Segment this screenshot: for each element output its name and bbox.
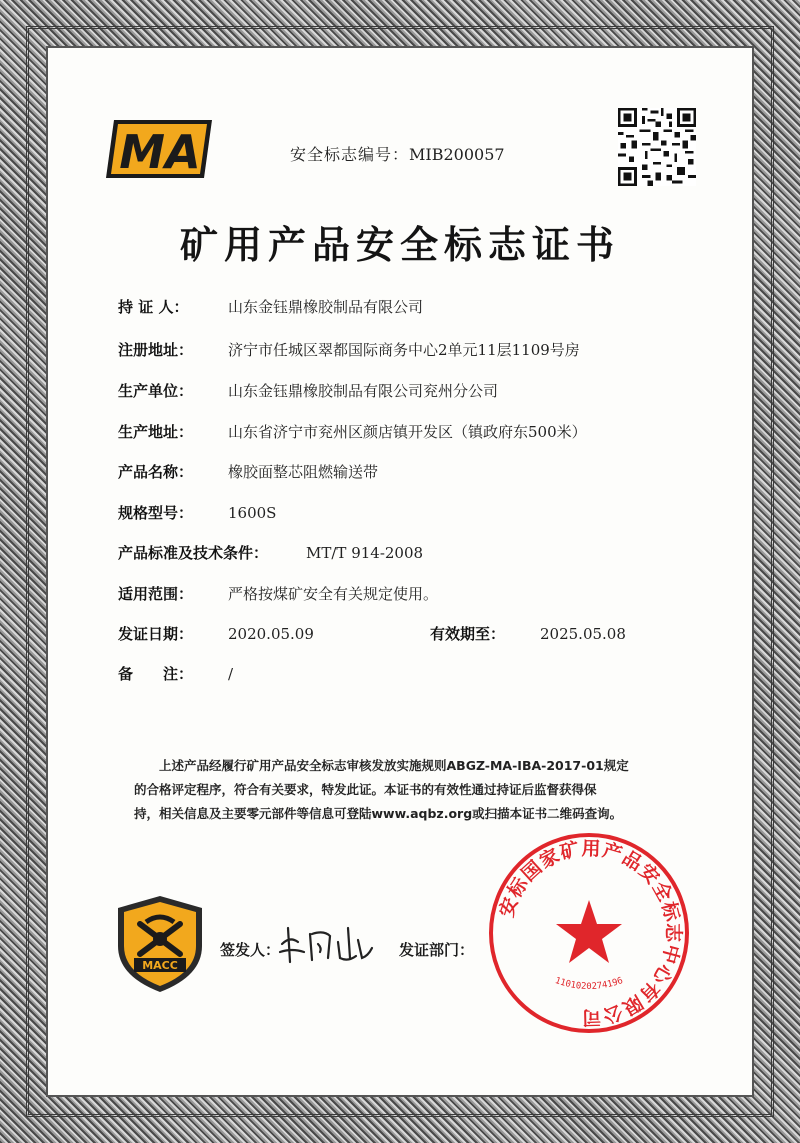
field-issue-date: [118, 623, 314, 644]
field-label: 有效期至：: [430, 625, 506, 643]
field-label: 生产地址：: [118, 423, 194, 441]
field-label: 发证日期：: [118, 625, 194, 643]
field-label: 产品标准及技术条件：: [118, 544, 269, 562]
field-value: 1600S: [228, 504, 277, 522]
field-value: 山东金钰鼎橡胶制品有限公司: [228, 298, 424, 316]
field-standard: [118, 542, 423, 563]
safety-mark-value: MIB200057: [409, 145, 505, 164]
field-model: [118, 502, 276, 523]
field-value: 橡胶面整芯阻燃输送带: [228, 463, 379, 481]
macc-emblem-icon: [110, 894, 210, 994]
field-valid-to: [430, 623, 626, 644]
field-remark: [118, 663, 233, 684]
field-holder: [118, 296, 423, 317]
safety-mark-label: 安全标志编号：: [290, 145, 410, 164]
macc-text: MACC: [142, 959, 178, 972]
field-value: 2020.05.09: [228, 625, 314, 643]
field-value: 山东金钰鼎橡胶制品有限公司兖州分公司: [228, 382, 499, 400]
seal-star-icon: [556, 900, 622, 963]
field-label: 规格型号：: [118, 504, 194, 522]
qr-code-icon[interactable]: [618, 108, 696, 186]
field-registered-address: [118, 339, 580, 360]
field-value: 山东省济宁市兖州区颜店镇开发区（镇政府东500米）: [228, 423, 587, 441]
field-label: 备 注：: [118, 665, 194, 683]
field-label: 注册地址：: [118, 341, 194, 359]
certificate-paper: [46, 46, 754, 1097]
seal-serial: 1101020274196: [553, 976, 625, 992]
certificate-statement: [134, 754, 714, 826]
field-value: 2025.05.08: [540, 625, 626, 643]
statement-line: 的合格评定程序，符合有关要求，特发此证。本证书的有效性通过持证后监督获得保: [134, 782, 597, 797]
ma-logo-text: MA: [119, 125, 201, 179]
field-value: 济宁市任城区翠都国际商务中心2单元11层1109号房: [228, 341, 580, 359]
field-product-name: [118, 461, 378, 482]
field-production-unit: [118, 380, 498, 401]
seal-text: 安标国家矿用产品安全标志中心有限公司: [495, 837, 685, 1029]
field-production-address: [118, 421, 587, 442]
svg-text:1101020274196: [554, 976, 625, 992]
field-value: /: [228, 665, 234, 683]
field-scope: [118, 583, 438, 604]
field-value: 严格按煤矿安全有关规定使用。: [228, 585, 439, 603]
statement-line: 持，相关信息及主要零元部件等信息可登陆www.aqbz.org或扫描本证书二维码查询。: [134, 806, 623, 821]
safety-mark-number: [290, 142, 505, 165]
statement-line: 上述产品经履行矿用产品安全标志审核发放实施规则ABGZ-MA-IBA-2017-01规定: [159, 758, 629, 773]
field-label: 适用范围：: [118, 585, 194, 603]
issuer-label: 发证部门：: [399, 941, 475, 959]
certificate-title: 矿用产品安全标志证书: [179, 223, 620, 267]
field-value: MT/T 914-2008: [306, 544, 424, 562]
signature-icon: [276, 918, 376, 968]
field-label: 生产单位：: [118, 382, 194, 400]
signer-label: 签发人：: [220, 941, 281, 959]
official-seal-icon: [484, 828, 694, 1038]
ma-logo-icon: [104, 118, 214, 180]
field-label: 产品名称：: [118, 463, 194, 481]
field-label: 持 证 人：: [118, 298, 189, 316]
